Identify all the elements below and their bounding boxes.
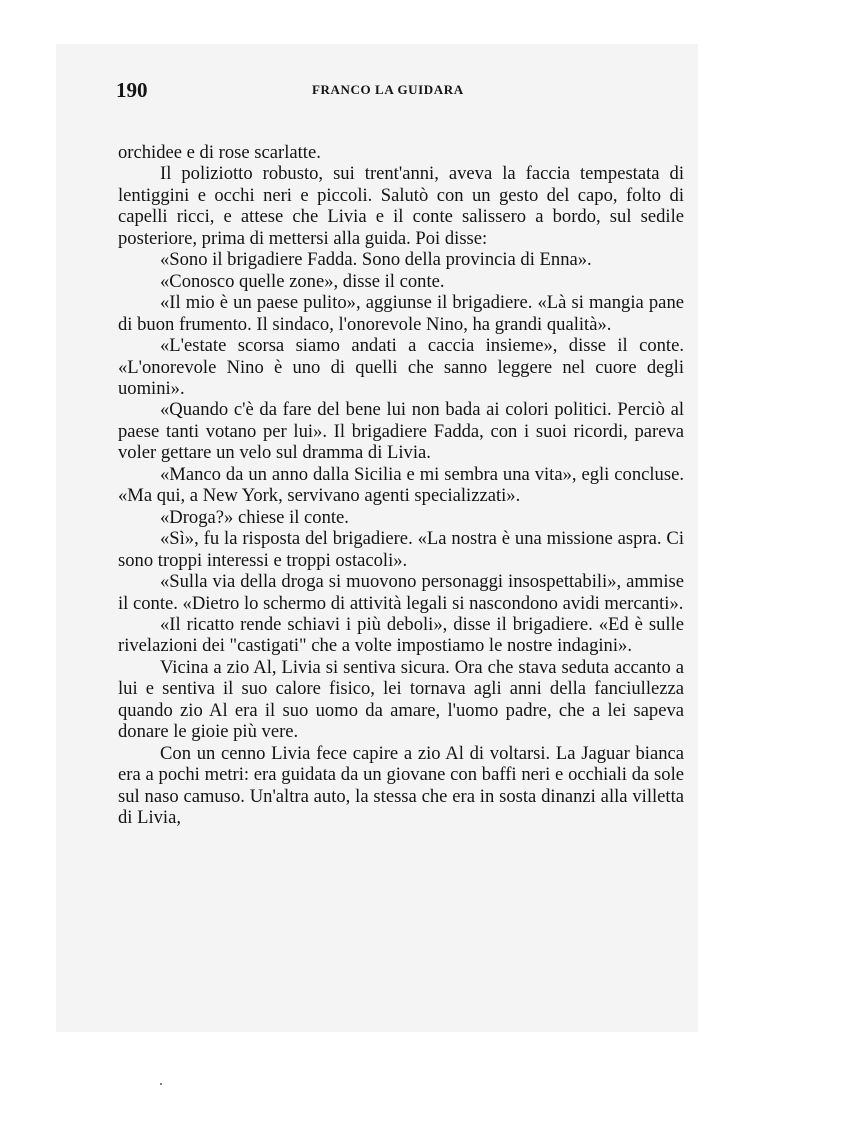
paragraph: «Droga?» chiese il conte. [160,506,349,528]
paragraph: «Il mio è un paese pulito», aggiunse il brigadiere. «Là si mangia pane di buon frumento. Il sindaco, l'onorevole Nino, ha grandi qualità». [118,292,684,335]
paragraph: «Manco da un anno dalla Sicilia e mi sembra una vita», egli concluse. «Ma qui, a New York, servivano agenti specializzati». [118,463,684,507]
paragraph: «Sono il brigadiere Fadda. Sono della provincia di Enna». [160,249,592,271]
running-head-author: FRANCO LA GUIDARA [312,82,464,97]
paragraph: Vicina a zio Al, Livia si sentiva sicura. Ora che stava seduta accanto a lui e sentiva il suo calore fisico, lei tornava agli anni della fanciullezza quando zio Al era il suo uomo da amare, l'uomo padre, che a lei sapeva donare le gioie più vere. [118,656,684,743]
paragraph: «Conosco quelle zone», disse il conte. [160,270,445,292]
page-number: 190 [116,78,148,102]
paragraph: «Quando c'è da fare del bene lui non bada ai colori politici. Perciò al paese tanti votano per lui». Il brigadiere Fadda, con i suoi ricordi, pareva voler gettare un velo sul dramma di Livia. [118,399,684,464]
scan-speck [160,1083,162,1085]
paragraph: orchidee e di rose scarlatte. [118,142,321,163]
paragraph: «Sulla via della droga si muovono personaggi insospettabili», ammise il conte. «Dietro lo schermo di attività legali si nascondono avidi mercanti». [118,571,684,614]
paragraph: Il poliziotto robusto, sui trent'anni, aveva la faccia tempestata di lentiggini e occhi neri e piccoli. Salutò con un gesto del capo, folto di capelli ricci, e attese che Livia e il conte salissero a bordo, sul sedile posteriore, prima di mettersi alla guida. Poi disse: [118,163,684,249]
paragraph: «L'estate scorsa siamo andati a caccia insieme», disse il conte. «L'onorevole Nino è uno di quelli che sanno leggere nel cuore degli uomini». [118,335,684,399]
paragraph: «Il ricatto rende schiavi i più deboli», disse il brigadiere. «Ed è sulle rivelazioni dei "castigati" che a volte impostiamo le nostre indagini». [118,613,684,657]
paragraph: Con un cenno Livia fece capire a zio Al di voltarsi. La Jaguar bianca era a pochi metri: era guidata da un giovane con baffi neri e occhiali da sole sul naso camuso. Un'altra auto, la stessa che era in sosta dinanzi alla villetta di Livia, [118,742,684,829]
paragraph: «Sì», fu la risposta del brigadiere. «La nostra è una missione aspra. Ci sono troppi interessi e troppi ostacoli». [118,528,684,571]
body-text [118,142,684,829]
